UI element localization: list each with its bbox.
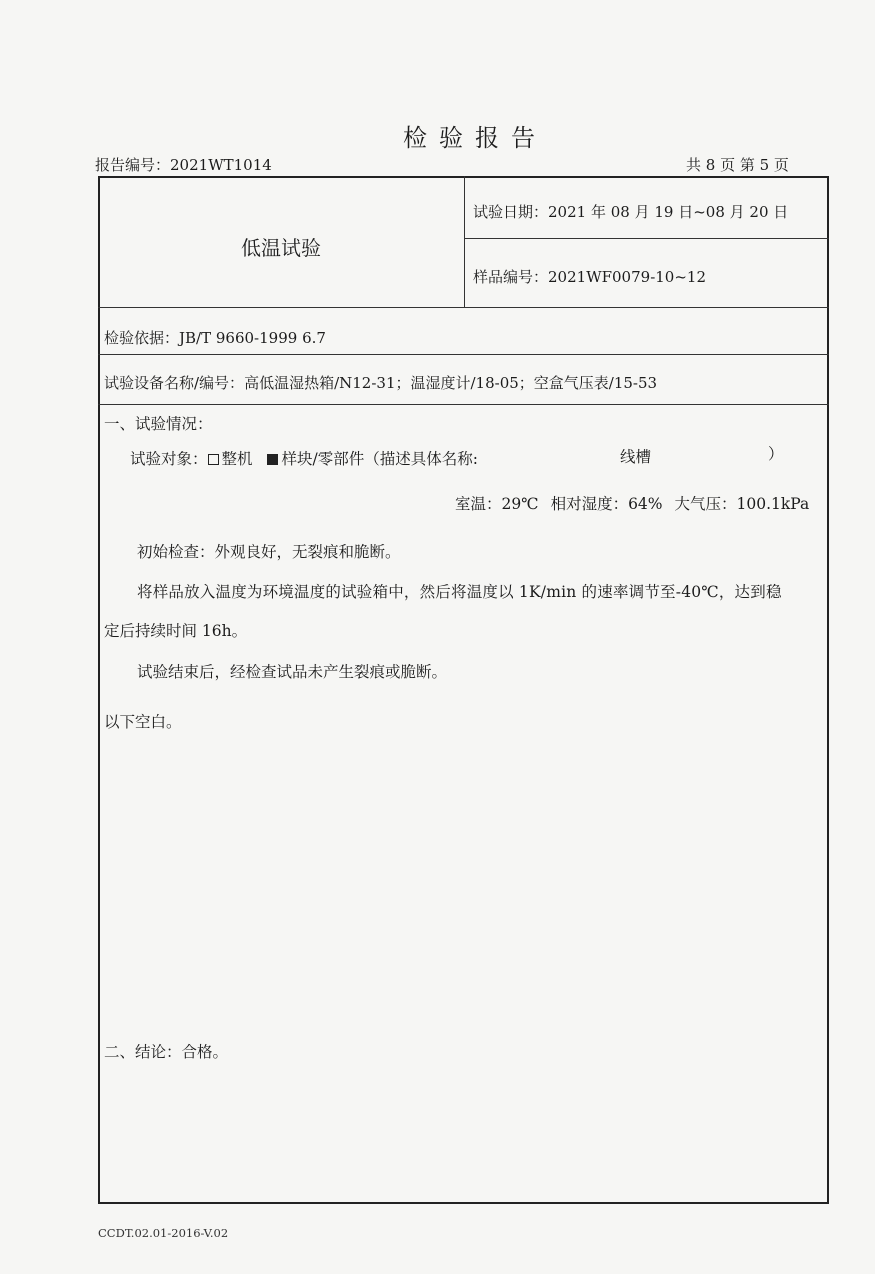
report-title: 检验报告 bbox=[403, 124, 547, 152]
sample-number bbox=[473, 266, 706, 287]
option-sample-part: 样块/零部件（描述具体名称: bbox=[281, 450, 478, 468]
relative-humidity: 相对湿度：64% bbox=[550, 495, 663, 513]
test-object-row bbox=[130, 447, 478, 469]
test-basis-label: 检验依据： bbox=[104, 329, 180, 347]
divider bbox=[98, 354, 829, 355]
test-equipment bbox=[104, 372, 657, 393]
test-name: 低温试验 bbox=[241, 236, 321, 260]
test-date-value: 2021 年 08 月 19 日~08 月 20 日 bbox=[548, 203, 789, 221]
room-temperature: 室温：29℃ bbox=[455, 495, 539, 513]
divider bbox=[98, 307, 829, 308]
test-date-label: 试验日期： bbox=[473, 203, 549, 221]
report-number-label: 报告编号： bbox=[95, 156, 171, 174]
section-heading-test-conditions: 一、试验情况： bbox=[104, 415, 213, 433]
divider bbox=[464, 176, 465, 307]
option-whole-machine: 整机 bbox=[221, 450, 253, 468]
environment-conditions bbox=[455, 492, 809, 514]
document-code: CCDT.02.01-2016-V.02 bbox=[98, 1226, 229, 1240]
atmospheric-pressure: 大气压：100.1kPa bbox=[674, 495, 810, 513]
procedure-line-2: 定后持续时间 16h。 bbox=[104, 622, 248, 640]
test-object-label: 试验对象： bbox=[130, 450, 208, 468]
report-number bbox=[95, 154, 272, 175]
test-date bbox=[473, 201, 788, 222]
close-paren: ） bbox=[768, 445, 784, 463]
report-number-value: 2021WT1014 bbox=[170, 156, 272, 174]
page-indicator: 共 8 页 第 5 页 bbox=[686, 156, 789, 174]
checkbox-unchecked-icon bbox=[208, 454, 219, 465]
checkbox-checked-icon bbox=[267, 454, 278, 465]
sample-number-value: 2021WF0079-10~12 bbox=[548, 268, 706, 286]
test-equipment-label: 试验设备名称/编号： bbox=[104, 374, 245, 392]
test-basis bbox=[104, 327, 326, 348]
conclusion: 二、结论：合格。 bbox=[104, 1043, 229, 1061]
initial-check: 初始检查：外观良好，无裂痕和脆断。 bbox=[137, 543, 401, 561]
test-basis-value: JB/T 9660-1999 6.7 bbox=[179, 329, 326, 347]
test-result: 试验结束后，经检查试品未产生裂痕或脆断。 bbox=[137, 663, 448, 681]
test-equipment-value: 高低温湿热箱/N12-31；温湿度计/18-05；空盒气压表/15-53 bbox=[244, 374, 658, 392]
blank-note: 以下空白。 bbox=[104, 713, 182, 731]
divider bbox=[464, 238, 829, 239]
sample-number-label: 样品编号： bbox=[473, 268, 549, 286]
part-name: 线槽 bbox=[620, 448, 652, 466]
procedure-line-1: 将样品放入温度为环境温度的试验箱中，然后将温度以 1K/min 的速率调节至-40℃，达到稳 bbox=[137, 583, 782, 601]
divider bbox=[98, 404, 829, 405]
